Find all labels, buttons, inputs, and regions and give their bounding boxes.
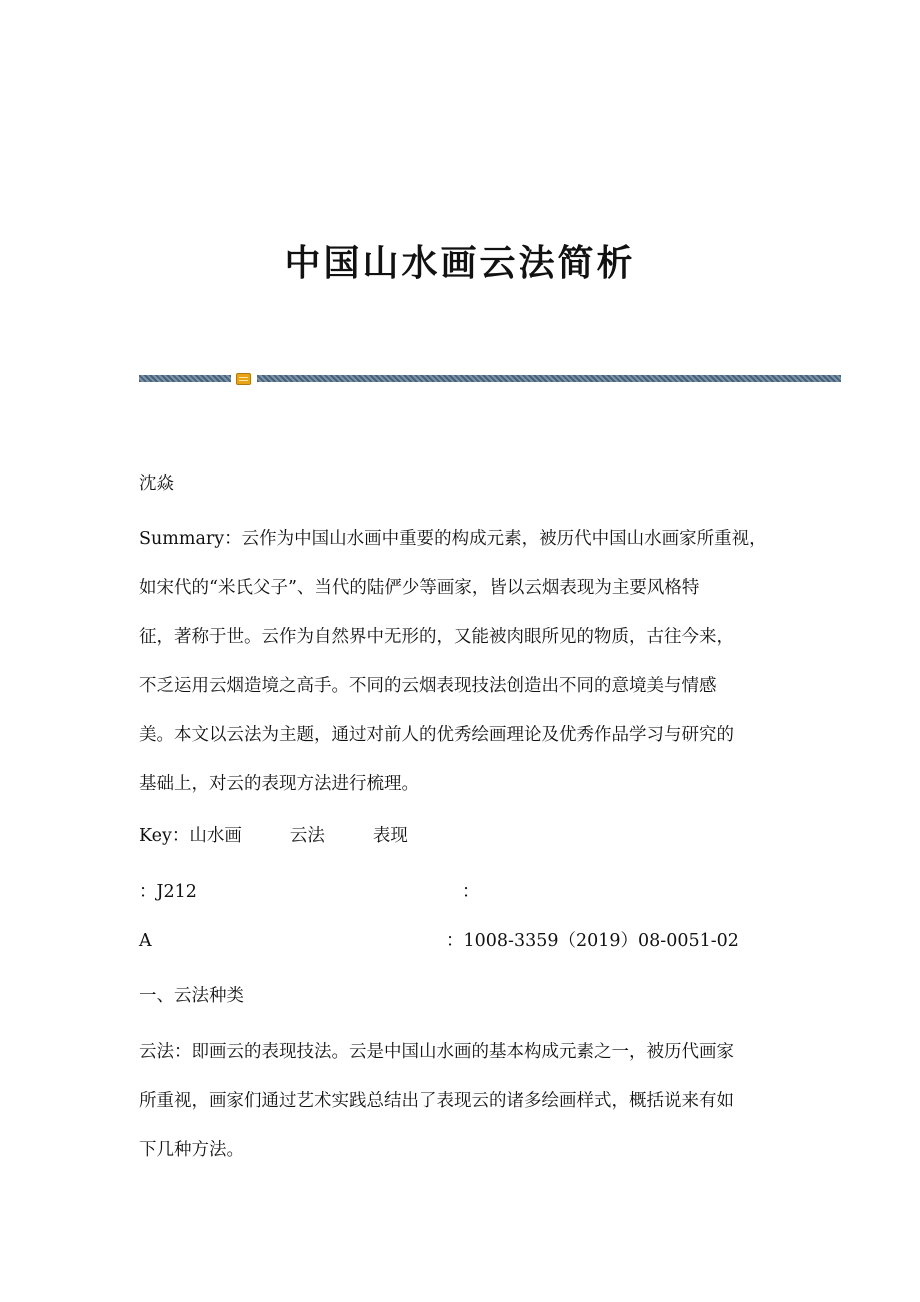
section-heading: 一、云法种类: [139, 986, 244, 1006]
summary-line: 美。本文以云法为主题，通过对前人的优秀绘画理论及优秀作品学习与研究的: [139, 725, 734, 745]
keywords-label: Key：: [139, 826, 190, 846]
document-code: A: [139, 931, 152, 951]
summary-paragraph: [139, 515, 779, 809]
keyword: 表现: [372, 826, 408, 846]
keyword: 云法: [289, 826, 325, 846]
divider-bar-right: [257, 375, 841, 382]
summary-line: 如宋代的“米氏父子”、当代的陆俨少等画家，皆以云烟表现为主要风格特: [139, 578, 700, 598]
issn-number: ：1008-3359（2019）08-0051-02: [446, 931, 739, 951]
classification-colon: ：: [462, 882, 480, 902]
summary-line: 基础上，对云的表现方法进行梳理。: [139, 774, 419, 794]
summary-line: 征，著称于世。云作为自然界中无形的，又能被肉眼所见的物质，古往今来，: [139, 627, 734, 647]
title-divider: [139, 373, 841, 385]
divider-bar-left: [139, 375, 231, 382]
paragraph-line: 所重视，画家们通过艺术实践总结出了表现云的诸多绘画样式，概括说来有如: [139, 1091, 734, 1111]
clc-number: ：J212: [139, 882, 197, 902]
summary-line: Summary：云作为中国山水画中重要的构成元素，被历代中国山水画家所重视，: [139, 529, 767, 549]
keyword: 山水画: [189, 826, 242, 846]
keywords-line: [139, 824, 408, 848]
paragraph-line: 云法：即画云的表现技法。云是中国山水画的基本构成元素之一，被历代画家: [139, 1042, 734, 1062]
divider-emblem-icon: [236, 373, 251, 385]
section-paragraph: [139, 1028, 779, 1175]
page-title: 中国山水画云法简析: [284, 243, 636, 285]
author: 沈焱: [139, 474, 174, 494]
paragraph-line: 下几种方法。: [139, 1140, 244, 1160]
summary-line: 不乏运用云烟造境之高手。不同的云烟表现技法创造出不同的意境美与情感: [139, 676, 717, 696]
